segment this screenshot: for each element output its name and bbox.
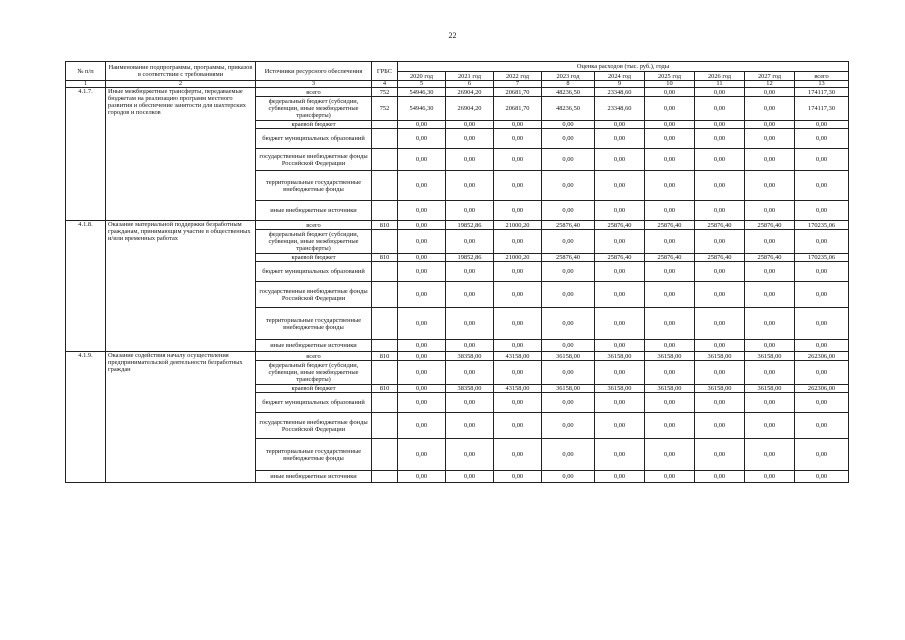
value-cell: 0,00 — [695, 439, 745, 471]
value-cell: 0,00 — [494, 171, 542, 201]
value-cell: 0,00 — [398, 121, 446, 129]
header-year: всего — [795, 72, 849, 81]
grbs-code: 810 — [372, 254, 398, 262]
value-cell: 0,00 — [595, 129, 645, 149]
funding-source: федеральный бюджет (субсидии, субвенции, иные межбюджетные трансферты) — [256, 361, 372, 385]
value-cell: 0,00 — [745, 439, 795, 471]
value-cell: 0,00 — [494, 262, 542, 282]
header-grbs: ГРБС — [372, 62, 398, 81]
value-cell: 0,00 — [398, 393, 446, 413]
grbs-code — [372, 230, 398, 254]
value-cell: 0,00 — [795, 201, 849, 221]
value-cell: 0,00 — [494, 413, 542, 439]
value-cell: 0,00 — [542, 439, 595, 471]
column-index: 2 — [106, 81, 256, 88]
value-cell: 0,00 — [595, 393, 645, 413]
grbs-code — [372, 201, 398, 221]
value-cell: 0,00 — [745, 262, 795, 282]
value-cell: 0,00 — [645, 439, 695, 471]
table-row — [66, 88, 849, 97]
column-index: 3 — [256, 81, 372, 88]
value-cell: 0,00 — [795, 471, 849, 483]
value-cell: 54946,30 — [398, 88, 446, 97]
value-cell: 0,00 — [795, 413, 849, 439]
funding-source: территориальные государственные внебюджетные фонды — [256, 439, 372, 471]
value-cell: 0,00 — [645, 230, 695, 254]
value-cell: 0,00 — [745, 121, 795, 129]
funding-source: государственные внебюджетные фонды Российской Федерации — [256, 149, 372, 171]
value-cell: 25876,40 — [595, 221, 645, 230]
value-cell: 262306,00 — [795, 352, 849, 361]
column-index: 4 — [372, 81, 398, 88]
value-cell: 174117,30 — [795, 97, 849, 121]
item-name: Оказание материальной поддержки безработным гражданам, принимающим участие в общественных и/или временных работах — [106, 221, 256, 352]
value-cell: 0,00 — [795, 121, 849, 129]
value-cell: 0,00 — [745, 471, 795, 483]
value-cell: 0,00 — [795, 171, 849, 201]
value-cell: 38358,00 — [446, 385, 494, 393]
value-cell: 48236,50 — [542, 88, 595, 97]
value-cell: 0,00 — [446, 129, 494, 149]
grbs-code — [372, 282, 398, 308]
item-name: Оказание содействия началу осуществления предпринимательской деятельности безработных граждан — [106, 352, 256, 483]
value-cell: 0,00 — [595, 308, 645, 340]
value-cell: 0,00 — [745, 97, 795, 121]
funding-source: всего — [256, 352, 372, 361]
value-cell: 0,00 — [398, 282, 446, 308]
value-cell: 0,00 — [542, 340, 595, 352]
value-cell: 174117,30 — [795, 88, 849, 97]
value-cell: 0,00 — [695, 149, 745, 171]
value-cell: 0,00 — [398, 149, 446, 171]
value-cell: 0,00 — [398, 439, 446, 471]
value-cell: 0,00 — [695, 230, 745, 254]
grbs-code — [372, 393, 398, 413]
value-cell: 0,00 — [542, 413, 595, 439]
header-year: 2023 год — [542, 72, 595, 81]
value-cell: 0,00 — [745, 149, 795, 171]
value-cell: 0,00 — [645, 471, 695, 483]
value-cell: 0,00 — [494, 471, 542, 483]
value-cell: 38358,00 — [446, 352, 494, 361]
value-cell: 36158,00 — [695, 385, 745, 393]
value-cell: 0,00 — [494, 439, 542, 471]
value-cell: 0,00 — [446, 471, 494, 483]
value-cell: 0,00 — [595, 361, 645, 385]
value-cell: 0,00 — [542, 121, 595, 129]
value-cell: 0,00 — [695, 471, 745, 483]
funding-source: краевой бюджет — [256, 121, 372, 129]
value-cell: 36158,00 — [595, 352, 645, 361]
column-index: 1 — [66, 81, 106, 88]
funding-source: территориальные государственные внебюджетные фонды — [256, 308, 372, 340]
column-index: 13 — [795, 81, 849, 88]
value-cell: 36158,00 — [645, 352, 695, 361]
value-cell: 0,00 — [494, 149, 542, 171]
value-cell: 25876,40 — [745, 254, 795, 262]
value-cell: 0,00 — [645, 88, 695, 97]
value-cell: 0,00 — [795, 282, 849, 308]
funding-source: федеральный бюджет (субсидии, субвенции, иные межбюджетные трансферты) — [256, 97, 372, 121]
value-cell: 0,00 — [645, 308, 695, 340]
column-index: 11 — [695, 81, 745, 88]
value-cell: 0,00 — [542, 361, 595, 385]
value-cell: 0,00 — [695, 97, 745, 121]
value-cell: 0,00 — [446, 308, 494, 340]
value-cell: 0,00 — [398, 352, 446, 361]
header-row — [66, 62, 849, 72]
value-cell: 20681,70 — [494, 97, 542, 121]
value-cell: 43158,00 — [494, 352, 542, 361]
column-index: 5 — [398, 81, 446, 88]
value-cell: 36158,00 — [595, 385, 645, 393]
grbs-code: 810 — [372, 221, 398, 230]
value-cell: 21000,20 — [494, 254, 542, 262]
value-cell: 21000,20 — [494, 221, 542, 230]
value-cell: 0,00 — [695, 121, 745, 129]
value-cell: 0,00 — [645, 149, 695, 171]
funding-source: краевой бюджет — [256, 254, 372, 262]
funding-source: всего — [256, 88, 372, 97]
value-cell: 36158,00 — [695, 352, 745, 361]
item-number: 4.1.7. — [66, 88, 106, 221]
value-cell: 0,00 — [745, 308, 795, 340]
header-year: 2026 год — [695, 72, 745, 81]
value-cell: 0,00 — [398, 385, 446, 393]
value-cell: 0,00 — [745, 340, 795, 352]
value-cell: 0,00 — [542, 171, 595, 201]
value-cell: 25876,40 — [745, 221, 795, 230]
funding-source: краевой бюджет — [256, 385, 372, 393]
value-cell: 25876,40 — [695, 221, 745, 230]
table-row — [66, 352, 849, 361]
value-cell: 54946,30 — [398, 97, 446, 121]
funding-source: бюджет муниципальных образований — [256, 262, 372, 282]
value-cell: 0,00 — [645, 129, 695, 149]
grbs-code: 752 — [372, 97, 398, 121]
value-cell: 0,00 — [645, 282, 695, 308]
value-cell: 0,00 — [595, 149, 645, 171]
value-cell: 0,00 — [695, 393, 745, 413]
value-cell: 0,00 — [446, 340, 494, 352]
value-cell: 0,00 — [795, 262, 849, 282]
header-estimate: Оценка расходов (тыс. руб.), годы — [398, 62, 849, 72]
header-year: 2021 год — [446, 72, 494, 81]
value-cell: 0,00 — [494, 282, 542, 308]
value-cell: 0,00 — [645, 201, 695, 221]
value-cell: 0,00 — [542, 201, 595, 221]
value-cell: 0,00 — [745, 201, 795, 221]
value-cell: 0,00 — [795, 149, 849, 171]
value-cell: 0,00 — [645, 121, 695, 129]
value-cell: 0,00 — [398, 308, 446, 340]
value-cell: 0,00 — [446, 282, 494, 308]
value-cell: 0,00 — [494, 201, 542, 221]
value-cell: 0,00 — [446, 393, 494, 413]
value-cell: 0,00 — [795, 129, 849, 149]
value-cell: 43158,00 — [494, 385, 542, 393]
value-cell: 0,00 — [795, 439, 849, 471]
value-cell: 0,00 — [595, 262, 645, 282]
value-cell: 0,00 — [595, 471, 645, 483]
header-year: 2027 год — [745, 72, 795, 81]
value-cell: 0,00 — [494, 129, 542, 149]
value-cell: 0,00 — [745, 413, 795, 439]
value-cell: 0,00 — [745, 393, 795, 413]
value-cell: 0,00 — [695, 282, 745, 308]
value-cell: 0,00 — [542, 262, 595, 282]
value-cell: 25876,40 — [542, 254, 595, 262]
value-cell: 36158,00 — [645, 385, 695, 393]
value-cell: 0,00 — [695, 361, 745, 385]
value-cell: 36158,00 — [542, 352, 595, 361]
value-cell: 0,00 — [695, 129, 745, 149]
value-cell: 0,00 — [494, 361, 542, 385]
funding-source: иные внебюджетные источники — [256, 471, 372, 483]
value-cell: 0,00 — [542, 471, 595, 483]
value-cell: 0,00 — [745, 171, 795, 201]
value-cell: 0,00 — [398, 221, 446, 230]
value-cell: 0,00 — [695, 201, 745, 221]
grbs-code — [372, 340, 398, 352]
value-cell: 0,00 — [695, 308, 745, 340]
header-name: Наименование подпрограммы, программы, приказов в соответствии с требованиями — [106, 62, 256, 81]
item-name: Иные межбюджетные трансферты, передаваемые бюджетам на реализацию программ местного развития и обеспечение занятости для шахтерских городов и поселков — [106, 88, 256, 221]
value-cell: 26904,20 — [446, 97, 494, 121]
value-cell: 0,00 — [695, 88, 745, 97]
funding-source: бюджет муниципальных образований — [256, 129, 372, 149]
grbs-code — [372, 439, 398, 471]
value-cell: 0,00 — [542, 149, 595, 171]
funding-source: федеральный бюджет (субсидии, субвенции, иные межбюджетные трансферты) — [256, 230, 372, 254]
value-cell: 0,00 — [745, 230, 795, 254]
value-cell: 0,00 — [795, 308, 849, 340]
grbs-code — [372, 308, 398, 340]
value-cell: 0,00 — [542, 230, 595, 254]
value-cell: 0,00 — [695, 262, 745, 282]
value-cell: 0,00 — [542, 308, 595, 340]
value-cell: 0,00 — [745, 361, 795, 385]
value-cell: 0,00 — [795, 230, 849, 254]
value-cell: 0,00 — [595, 230, 645, 254]
funding-source: государственные внебюджетные фонды Российской Федерации — [256, 282, 372, 308]
value-cell: 19852,86 — [446, 221, 494, 230]
grbs-code — [372, 361, 398, 385]
grbs-code — [372, 471, 398, 483]
value-cell: 20681,70 — [494, 88, 542, 97]
value-cell: 0,00 — [695, 413, 745, 439]
grbs-code — [372, 171, 398, 201]
value-cell: 36158,00 — [542, 385, 595, 393]
value-cell: 0,00 — [645, 97, 695, 121]
value-cell: 0,00 — [494, 340, 542, 352]
value-cell: 23348,60 — [595, 88, 645, 97]
value-cell: 19852,86 — [446, 254, 494, 262]
value-cell: 0,00 — [645, 262, 695, 282]
budget-table — [65, 61, 849, 483]
value-cell: 0,00 — [398, 201, 446, 221]
value-cell: 25876,40 — [645, 221, 695, 230]
column-index: 8 — [542, 81, 595, 88]
header-year: 2025 год — [645, 72, 695, 81]
column-index-row — [66, 81, 849, 88]
value-cell: 0,00 — [595, 201, 645, 221]
value-cell: 0,00 — [398, 361, 446, 385]
funding-source: иные внебюджетные источники — [256, 201, 372, 221]
table-row — [66, 221, 849, 230]
value-cell: 0,00 — [542, 393, 595, 413]
value-cell: 0,00 — [398, 129, 446, 149]
column-index: 7 — [494, 81, 542, 88]
value-cell: 0,00 — [595, 413, 645, 439]
value-cell: 0,00 — [398, 171, 446, 201]
value-cell: 0,00 — [595, 340, 645, 352]
value-cell: 262306,00 — [795, 385, 849, 393]
grbs-code — [372, 413, 398, 439]
header-num: № п/п — [66, 62, 106, 81]
value-cell: 0,00 — [446, 262, 494, 282]
value-cell: 0,00 — [446, 121, 494, 129]
value-cell: 26904,20 — [446, 88, 494, 97]
header-year: 2022 год — [494, 72, 542, 81]
value-cell: 0,00 — [446, 149, 494, 171]
page-number: 22 — [448, 31, 457, 40]
grbs-code — [372, 129, 398, 149]
column-index: 12 — [745, 81, 795, 88]
value-cell: 36158,00 — [745, 352, 795, 361]
value-cell: 36158,00 — [745, 385, 795, 393]
value-cell: 25876,40 — [542, 221, 595, 230]
value-cell: 25876,40 — [595, 254, 645, 262]
funding-source: территориальные государственные внебюджетные фонды — [256, 171, 372, 201]
value-cell: 0,00 — [645, 393, 695, 413]
header-year: 2020 год — [398, 72, 446, 81]
value-cell: 0,00 — [795, 340, 849, 352]
grbs-code — [372, 262, 398, 282]
column-index: 6 — [446, 81, 494, 88]
value-cell: 0,00 — [446, 361, 494, 385]
value-cell: 170235,06 — [795, 254, 849, 262]
value-cell: 170235,06 — [795, 221, 849, 230]
value-cell: 0,00 — [398, 262, 446, 282]
value-cell: 0,00 — [645, 171, 695, 201]
value-cell: 0,00 — [595, 121, 645, 129]
item-number: 4.1.8. — [66, 221, 106, 352]
value-cell: 0,00 — [446, 230, 494, 254]
value-cell: 0,00 — [795, 361, 849, 385]
funding-source: иные внебюджетные источники — [256, 340, 372, 352]
value-cell: 0,00 — [494, 308, 542, 340]
value-cell: 0,00 — [745, 88, 795, 97]
grbs-code — [372, 121, 398, 129]
value-cell: 0,00 — [542, 282, 595, 308]
value-cell: 0,00 — [494, 393, 542, 413]
value-cell: 0,00 — [645, 361, 695, 385]
value-cell: 25876,40 — [645, 254, 695, 262]
grbs-code: 810 — [372, 352, 398, 361]
value-cell: 0,00 — [795, 393, 849, 413]
value-cell: 0,00 — [398, 413, 446, 439]
header-source: Источники ресурсного обеспечения — [256, 62, 372, 81]
value-cell: 0,00 — [745, 129, 795, 149]
value-cell: 0,00 — [398, 230, 446, 254]
column-index: 10 — [645, 81, 695, 88]
grbs-code — [372, 149, 398, 171]
value-cell: 0,00 — [595, 439, 645, 471]
value-cell: 48236,50 — [542, 97, 595, 121]
funding-source: всего — [256, 221, 372, 230]
value-cell: 0,00 — [745, 282, 795, 308]
value-cell: 25876,40 — [695, 254, 745, 262]
header-year: 2024 год — [595, 72, 645, 81]
item-number: 4.1.9. — [66, 352, 106, 483]
value-cell: 0,00 — [398, 254, 446, 262]
value-cell: 0,00 — [494, 230, 542, 254]
value-cell: 0,00 — [446, 171, 494, 201]
value-cell: 0,00 — [542, 129, 595, 149]
value-cell: 0,00 — [595, 282, 645, 308]
value-cell: 0,00 — [695, 171, 745, 201]
grbs-code: 810 — [372, 385, 398, 393]
value-cell: 0,00 — [398, 340, 446, 352]
value-cell: 0,00 — [645, 340, 695, 352]
column-index: 9 — [595, 81, 645, 88]
value-cell: 0,00 — [595, 171, 645, 201]
value-cell: 23348,60 — [595, 97, 645, 121]
value-cell: 0,00 — [494, 121, 542, 129]
value-cell: 0,00 — [446, 439, 494, 471]
value-cell: 0,00 — [398, 471, 446, 483]
value-cell: 0,00 — [695, 340, 745, 352]
funding-source: бюджет муниципальных образований — [256, 393, 372, 413]
grbs-code: 752 — [372, 88, 398, 97]
funding-source: государственные внебюджетные фонды Российской Федерации — [256, 413, 372, 439]
value-cell: 0,00 — [446, 201, 494, 221]
value-cell: 0,00 — [446, 413, 494, 439]
value-cell: 0,00 — [645, 413, 695, 439]
